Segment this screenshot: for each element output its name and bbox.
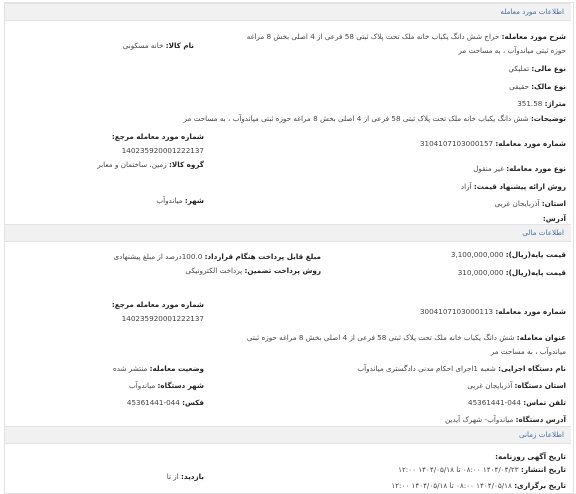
owner-type-row: نوع مالک: حقیقی xyxy=(509,82,566,91)
ref-no-2-label: شماره مورد معامله مرجع: xyxy=(111,300,204,309)
price-method-row: روش ارائه پیشنهاد قیمت: آزاد xyxy=(460,182,566,191)
base-price-row: قیمت پایه(ریال): 3,100,000,000 xyxy=(450,250,566,259)
deal-no-2-row: شماره مورد معامله: 3004107103000113 xyxy=(419,307,566,316)
desc-row: شرح مورد معامله: حراج شش دانگ یکباب خانه ملک تحت پلاک ثبتی 58 فرعی از 4 اصلی بخش 8 مراغه xyxy=(246,32,566,41)
org-address-row: آدرس دستگاه: میاندوآب- شهرک آیدین xyxy=(444,415,566,424)
province-row: استان: آذربایجان غربی xyxy=(494,199,566,208)
section-header-deal-info: اطلاعات مورد معامله xyxy=(5,3,571,21)
title-row: عنوان معامله: شش دانگ یکباب خانه ملک تحت پلاک ثبتی 58 فرعی از 4 اصلی بخش 8 مراغه حوزه ثبتی xyxy=(246,333,566,342)
fax-row: فکس: 044-45361441 xyxy=(126,398,204,407)
item-name-row: نام کالا: خانه مسکونی xyxy=(122,41,194,50)
ref-no-value: 140235920001222137 xyxy=(121,146,204,155)
visit-row: بازدید: از تا xyxy=(166,472,204,481)
org-row: نام دستگاه اجرایی: شعبه 1اجرای احکام مدنی دادگستری میاندوآب xyxy=(357,364,566,373)
group-row: گروه کالا: زمین، ساختمان و معابر xyxy=(97,160,204,169)
section-header-financial: اطلاعات مالی xyxy=(5,224,571,242)
publish-row: تاریخ انتشار: ۱۴۰۴/۰۴/۲۳ ۰۸:۰۰ تا ۱۴۰۴/۰۵/۱۸ ۱۲:۰۰ xyxy=(398,465,566,474)
area-row: متراژ: 351.58 xyxy=(517,99,566,108)
ref-no-label: شماره مورد معامله مرجع: xyxy=(111,132,204,141)
city-row: شهر: میاندوآب xyxy=(156,196,204,205)
org-city-row: شهر دستگاه: میاندوآب xyxy=(129,381,204,390)
notes-row: توضیحات: شش دانگ یکباب خانه ملک تحت پلاک ثبتی 58 فرعی از 4 اصلی بخش 8 مراغه حوزه ثبتی میاندوآب ، به مساحت مر xyxy=(183,114,566,123)
holding-row: تاریخ برگزاری: ۱۴۰۴/۰۵/۱۸ ۰۸:۰۰ تا ۱۴۰۴/۰۵/۱۸ ۱۲:۰۰ xyxy=(391,481,566,490)
base-price-2-row: قیمت پایه(ریال): 310,000,000 xyxy=(457,268,566,277)
title-row-2: میاندوآب ، به مساحت مر xyxy=(490,347,566,356)
section-header-timing: اطلاعات زمانی xyxy=(5,426,571,444)
deal-type-row: نوع مورد معامله: غیر منقول xyxy=(473,164,566,173)
address-row: آدرس: xyxy=(542,214,566,223)
org-province-row: استان دستگاه: آذربایجان غربی xyxy=(467,381,566,390)
desc-row-2: حوزه ثبتی میاندوآب ، به مساحت مر xyxy=(458,46,566,55)
newspaper-row: تاریخ آگهی روزنامه: xyxy=(495,452,566,461)
status-row: وضعیت معامله: منتشر شده xyxy=(112,364,204,373)
ref-no-2-value: 140235920001222137 xyxy=(121,314,204,323)
guarantee-row: روش پرداخت تضمین: پرداخت الکترونیکی xyxy=(185,266,321,275)
phone-row: تلفن تماس: 044-45361441 xyxy=(468,398,566,407)
deal-no-row: شماره مورد معامله: 3104107103000157 xyxy=(419,139,566,148)
type-row: نوع مالی: تمليكي xyxy=(508,64,566,73)
payable-row: مبلغ قابل پرداخت هنگام قرارداد: 100.0درصد از مبلغ پیشنهادی xyxy=(113,252,321,261)
